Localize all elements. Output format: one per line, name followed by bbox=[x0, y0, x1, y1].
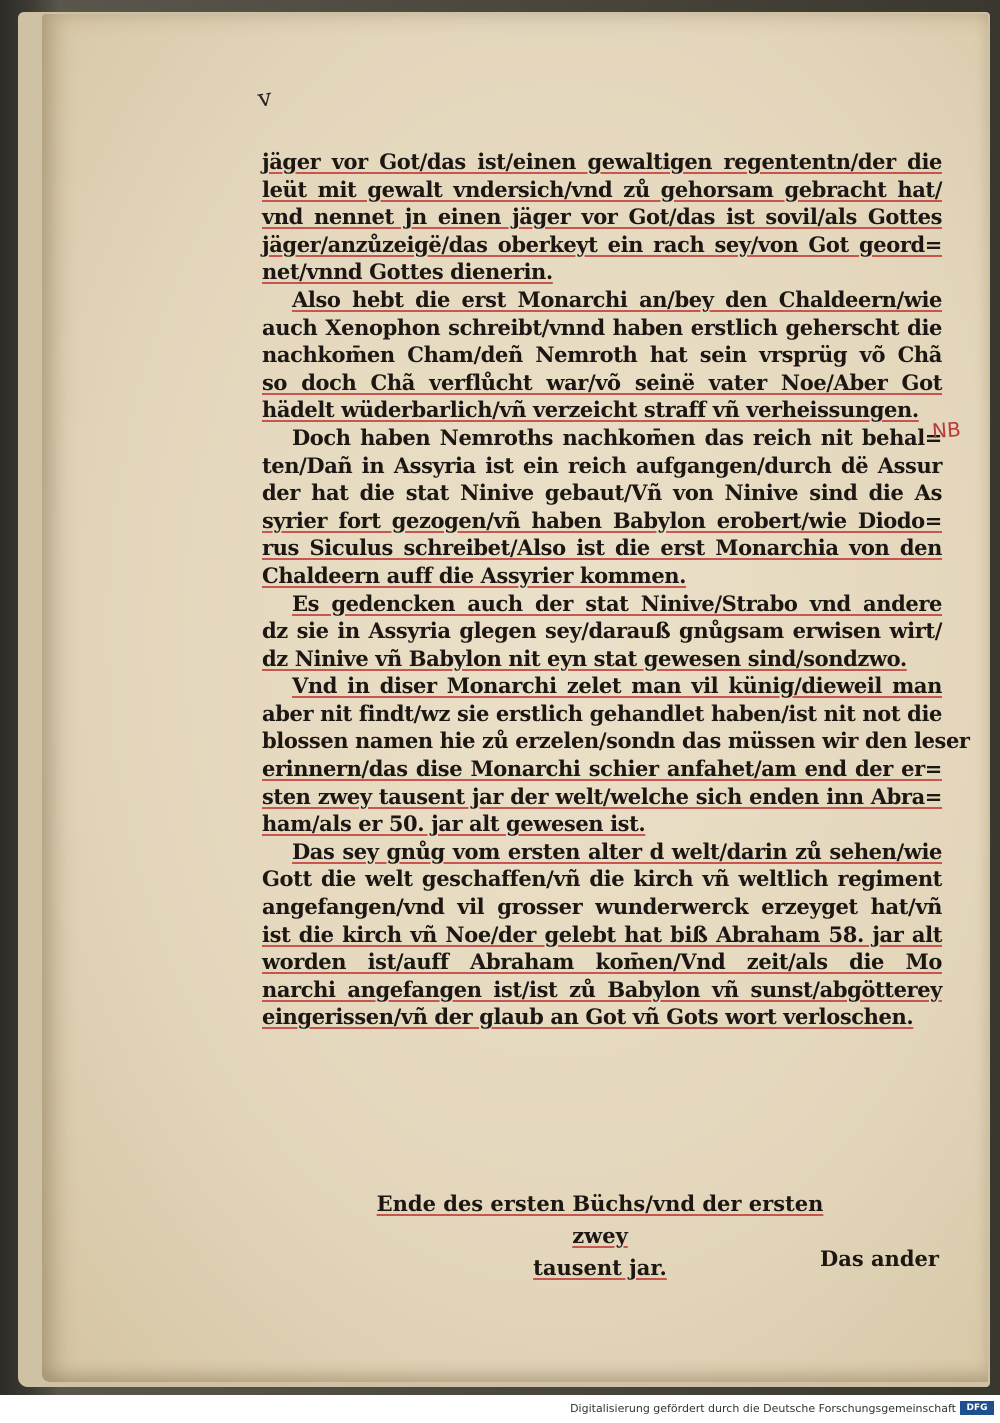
footer-bar bbox=[0, 1395, 1000, 1423]
text-line-content: sten zwey tausent jar der welt/welche sich enden inn Abra= bbox=[262, 783, 942, 809]
text-line bbox=[262, 479, 942, 507]
text-line-content: eingerissen/vñ der glaub an Got vñ Gots wort verloschen. bbox=[262, 1004, 914, 1030]
text-line bbox=[262, 893, 942, 921]
text-line-content: leüt mit gewalt vndersich/vnd zů gehorsam gebracht hat/ bbox=[262, 176, 942, 202]
text-line-content: net/vnnd Gottes dienerin. bbox=[262, 259, 553, 285]
text-line bbox=[262, 176, 942, 204]
text-line bbox=[262, 590, 942, 618]
text-line-content: vnd nennet jn einen jäger vor Got/das ist sovil/als Gottes bbox=[262, 204, 942, 230]
text-line bbox=[262, 231, 942, 259]
text-line-content: Das sey gnůg vom ersten alter d welt/darin zů sehen/wie bbox=[292, 838, 942, 864]
text-line bbox=[262, 700, 942, 728]
text-line bbox=[262, 810, 942, 838]
text-line bbox=[262, 727, 970, 755]
text-line bbox=[262, 865, 942, 893]
text-line bbox=[262, 396, 942, 424]
text-line bbox=[262, 755, 942, 783]
text-line bbox=[262, 838, 942, 866]
text-line-content: erinnern/das dise Monarchi schier anfahet/am end der er= bbox=[262, 756, 942, 782]
text-line bbox=[262, 921, 942, 949]
text-line bbox=[262, 286, 942, 314]
text-line bbox=[262, 1003, 942, 1031]
text-line-content: dz Ninive vñ Babylon nit eyn stat gewesen sind/sondzwo. bbox=[262, 645, 907, 671]
dfg-logo-icon: DFG bbox=[960, 1401, 994, 1415]
body-text bbox=[262, 148, 970, 1031]
text-line-content: Also hebt die erst Monarchi an/bey den Chaldeern/wie bbox=[292, 286, 942, 312]
text-line bbox=[262, 424, 942, 452]
text-line-content: jäger vor Got/das ist/einen gewaltigen regententn/der die bbox=[262, 149, 942, 174]
text-line-content: syrier fort gezogen/vñ haben Babylon erobert/wie Diodo= bbox=[262, 507, 942, 533]
text-line-content: ten/Dañ in Assyria ist ein reich aufgangen/durch dë Assur bbox=[262, 452, 942, 478]
text-line-content: narchi angefangen ist/ist zů Babylon vñ sunst/abgötterey bbox=[262, 976, 942, 1002]
text-line-content: ham/als er 50. jar alt gewesen ist. bbox=[262, 811, 646, 837]
text-line bbox=[262, 617, 942, 645]
text-line-content: aber nit findt/wz sie erstlich gehandlet haben/ist nit not die bbox=[262, 700, 942, 726]
text-line bbox=[262, 562, 942, 590]
text-line bbox=[262, 534, 942, 562]
catchword: Das ander bbox=[820, 1246, 939, 1271]
text-line bbox=[262, 258, 942, 286]
chapter-end bbox=[350, 1188, 850, 1284]
text-line bbox=[262, 672, 942, 700]
text-line bbox=[262, 148, 942, 176]
margin-note: NB bbox=[931, 417, 962, 443]
text-line-content: auch Xenophon schreibt/vnnd haben erstlich geherscht die bbox=[262, 314, 942, 340]
text-line-content: Es gedencken auch der stat Ninive/Strabo vnd andere bbox=[292, 590, 942, 616]
text-line-content: dz sie in Assyria glegen sey/darauß gnůgsam erwisen wirt/ bbox=[262, 618, 942, 644]
text-line bbox=[262, 203, 942, 231]
text-line-content: Vnd in diser Monarchi zelet man vil künig/dieweil man bbox=[292, 673, 942, 699]
text-line-content: so doch Chã verflůcht war/võ seinë vater Noe/Aber Got bbox=[262, 369, 942, 395]
chapter-end-line-1: Ende des ersten Büchs/vnd der ersten zwey bbox=[376, 1191, 824, 1248]
text-line bbox=[262, 452, 942, 480]
text-line-content: Gott die welt geschaffen/vñ die kirch vñ weltlich regiment bbox=[262, 866, 942, 892]
text-line-content: ist die kirch vñ Noe/der gelebt hat biß Abraham 58. jar alt bbox=[262, 921, 942, 947]
text-line bbox=[262, 341, 942, 369]
text-line bbox=[262, 948, 942, 976]
text-line-content: hädelt wüderbarlich/vñ verzeicht straff vñ verheissungen. bbox=[262, 397, 919, 423]
text-line-content: nachkom̄en Cham/deñ Nemroth hat sein vrsprüg võ Chã bbox=[262, 342, 942, 368]
funding-credit: Digitalisierung gefördert durch die Deutsche Forschungsgemeinschaft bbox=[570, 1402, 956, 1415]
text-line bbox=[262, 314, 942, 342]
text-line bbox=[262, 976, 942, 1004]
text-line-content: der hat die stat Ninive gebaut/Vñ von Ninive sind die As bbox=[262, 480, 942, 506]
text-line bbox=[262, 783, 942, 811]
text-line-content: rus Siculus schreibet/Also ist die erst Monarchia von den bbox=[262, 535, 942, 561]
text-line-content: blossen namen hie zů erzelen/sondn das müssen wir den leser bbox=[262, 728, 970, 754]
text-line bbox=[262, 507, 942, 535]
text-line-content: Doch haben Nemroths nachkom̄en das reich nit behal= bbox=[292, 424, 942, 450]
chapter-end-line-2: tausent jar. bbox=[533, 1255, 667, 1280]
text-line-content: Chaldeern auff die Assyrier kommen. bbox=[262, 562, 687, 588]
text-line-content: jäger/anzůzeigë/das oberkeyt ein rach sey/von Got geord= bbox=[262, 231, 942, 257]
text-line bbox=[262, 369, 942, 397]
text-line-content: worden ist/auff Abraham kom̄en/Vnd zeit/als die Mo bbox=[262, 949, 942, 975]
text-line-content: angefangen/vnd vil grosser wunderwerck erzeyget hat/vñ bbox=[262, 894, 942, 920]
text-line bbox=[262, 645, 942, 673]
folio-mark: v bbox=[256, 83, 274, 113]
